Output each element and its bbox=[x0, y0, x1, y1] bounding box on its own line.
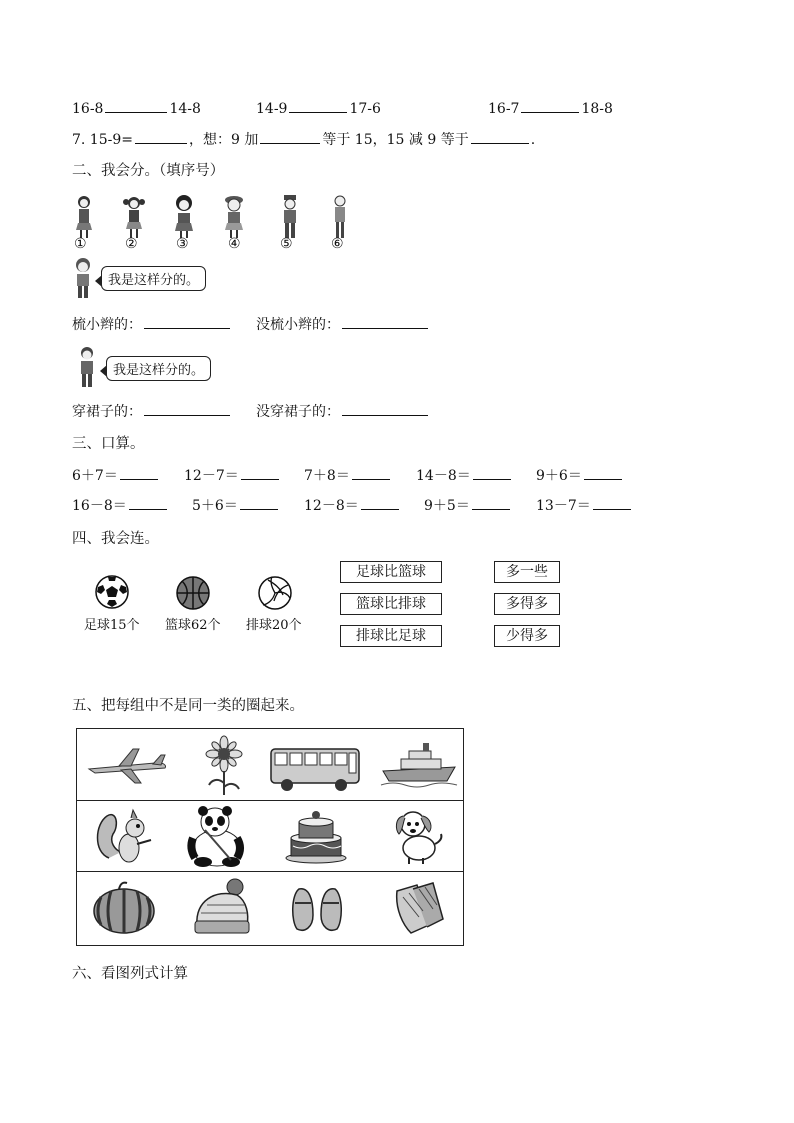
answer-blank[interactable] bbox=[584, 465, 622, 480]
compare-a-blank[interactable] bbox=[105, 98, 167, 113]
boy-speaker-icon bbox=[76, 346, 98, 388]
airplane-icon[interactable] bbox=[85, 733, 165, 797]
question-7 bbox=[72, 129, 535, 149]
girl-icon bbox=[72, 194, 96, 240]
compare-c-blank[interactable] bbox=[521, 98, 579, 113]
q7-end: . bbox=[530, 132, 536, 148]
grid-row-animals bbox=[77, 800, 463, 872]
q-no-skirt bbox=[256, 401, 430, 421]
number-5: ⑤ bbox=[280, 236, 293, 252]
squirrel-icon[interactable] bbox=[91, 804, 171, 868]
q7-blank-1[interactable] bbox=[135, 129, 187, 144]
answer-blank[interactable] bbox=[241, 465, 279, 480]
math-2-2: 5＋6＝ bbox=[192, 495, 280, 515]
volleyball-label: 排球20个 bbox=[246, 618, 302, 633]
soccer-ball-icon bbox=[95, 575, 129, 609]
section-5-title: 五、把每组中不是同一类的圈起来。 bbox=[72, 698, 304, 714]
q7-blank-3[interactable] bbox=[471, 129, 529, 144]
girl-hat-icon bbox=[222, 194, 246, 240]
math-1-1: 6＋7＝ bbox=[72, 465, 160, 485]
section-6-title: 六、看图列式计算 bbox=[72, 966, 188, 982]
girl-icon bbox=[172, 194, 196, 240]
soccer-label: 足球15个 bbox=[84, 618, 140, 633]
compare-box-volleyball-soccer[interactable]: 排球比足球 bbox=[340, 625, 442, 647]
section-3-title: 三、口算。 bbox=[72, 436, 145, 452]
q7-mid: 等于 15，15 减 9 等于 bbox=[322, 132, 469, 148]
number-1: ① bbox=[74, 236, 87, 252]
section-4-title: 四、我会连。 bbox=[72, 531, 159, 547]
grid-row-transport bbox=[77, 729, 463, 801]
compare-a-left: 16-8 bbox=[72, 101, 104, 117]
answer-blank[interactable] bbox=[352, 465, 390, 480]
answer-blank[interactable] bbox=[361, 495, 399, 510]
answer-blank[interactable] bbox=[473, 465, 511, 480]
q-pigtails-blank[interactable] bbox=[144, 314, 230, 329]
answer-blank[interactable] bbox=[240, 495, 278, 510]
boy-icon bbox=[278, 194, 302, 240]
speech-bubble-1: 我是这样分的。 bbox=[101, 266, 206, 291]
compare-box-soccer-basketball[interactable]: 足球比篮球 bbox=[340, 561, 442, 583]
compare-b-blank[interactable] bbox=[289, 98, 347, 113]
basketball-icon bbox=[176, 576, 210, 610]
section-2-title: 二、我会分。（填序号） bbox=[72, 163, 225, 179]
math-1-5: 9＋6＝ bbox=[536, 465, 624, 485]
compare-b-right: 17-6 bbox=[349, 101, 381, 117]
cake-icon[interactable] bbox=[281, 804, 361, 868]
grid-row-items bbox=[77, 871, 463, 942]
ship-icon[interactable] bbox=[379, 733, 459, 797]
amount-box-much-less[interactable]: 少得多 bbox=[494, 625, 560, 647]
q-no-pigtails-label: 没梳小辫的： bbox=[256, 317, 340, 333]
answer-blank[interactable] bbox=[120, 465, 158, 480]
amount-box-much-more[interactable]: 多得多 bbox=[494, 593, 560, 615]
math-2-1: 16－8＝ bbox=[72, 495, 169, 515]
basketball-label: 篮球62个 bbox=[165, 618, 221, 633]
q7-blank-2[interactable] bbox=[260, 129, 320, 144]
speech-bubble-2: 我是这样分的。 bbox=[106, 356, 211, 381]
boy-speaker-icon bbox=[72, 257, 94, 299]
girl-pigtails-icon bbox=[122, 194, 146, 240]
compare-row bbox=[72, 98, 201, 117]
gloves-icon[interactable] bbox=[383, 875, 463, 939]
q7-prefix: 7. 15-9= bbox=[72, 132, 133, 148]
shoes-icon[interactable] bbox=[283, 875, 363, 939]
volleyball-icon bbox=[258, 576, 292, 610]
q-pigtails-left bbox=[72, 314, 232, 334]
compare-c bbox=[488, 98, 613, 117]
q-skirt-label: 穿裙子的： bbox=[72, 404, 142, 420]
compare-c-left: 16-7 bbox=[488, 101, 520, 117]
odd-one-out-grid bbox=[76, 728, 464, 946]
answer-blank[interactable] bbox=[472, 495, 510, 510]
q-skirt-blank[interactable] bbox=[144, 401, 230, 416]
math-1-2: 12－7＝ bbox=[184, 465, 281, 485]
math-2-3: 12－8＝ bbox=[304, 495, 401, 515]
q-skirt bbox=[72, 401, 232, 421]
answer-blank[interactable] bbox=[129, 495, 167, 510]
compare-a-right: 14-8 bbox=[169, 101, 201, 117]
bus-icon[interactable] bbox=[267, 733, 363, 797]
q-no-pigtails bbox=[256, 314, 430, 334]
q-no-skirt-blank[interactable] bbox=[342, 401, 428, 416]
answer-blank[interactable] bbox=[593, 495, 631, 510]
math-2-5: 13－7＝ bbox=[536, 495, 633, 515]
watermelon-icon[interactable] bbox=[89, 875, 169, 939]
amount-box-a-bit-more[interactable]: 多一些 bbox=[494, 561, 560, 583]
compare-box-basketball-volleyball[interactable]: 篮球比排球 bbox=[340, 593, 442, 615]
compare-c-right: 18-8 bbox=[581, 101, 613, 117]
math-2-4: 9＋5＝ bbox=[424, 495, 512, 515]
math-1-3: 7＋8＝ bbox=[304, 465, 392, 485]
number-4: ④ bbox=[228, 236, 241, 252]
sunflower-icon[interactable] bbox=[189, 733, 269, 797]
math-1-4: 14－8＝ bbox=[416, 465, 513, 485]
compare-b bbox=[256, 98, 381, 117]
number-6: ⑥ bbox=[331, 236, 344, 252]
panda-icon[interactable] bbox=[181, 804, 261, 868]
hat-icon[interactable] bbox=[187, 875, 267, 939]
q-no-skirt-label: 没穿裙子的： bbox=[256, 404, 340, 420]
compare-b-left: 14-9 bbox=[256, 101, 288, 117]
number-2: ② bbox=[125, 236, 138, 252]
boy-icon bbox=[328, 194, 352, 240]
number-3: ③ bbox=[176, 236, 189, 252]
q-pigtails-label: 梳小辫的： bbox=[72, 317, 142, 333]
dog-icon[interactable] bbox=[383, 804, 463, 868]
q7-think: ，想：9 加 bbox=[189, 132, 259, 148]
q-no-pigtails-blank[interactable] bbox=[342, 314, 428, 329]
